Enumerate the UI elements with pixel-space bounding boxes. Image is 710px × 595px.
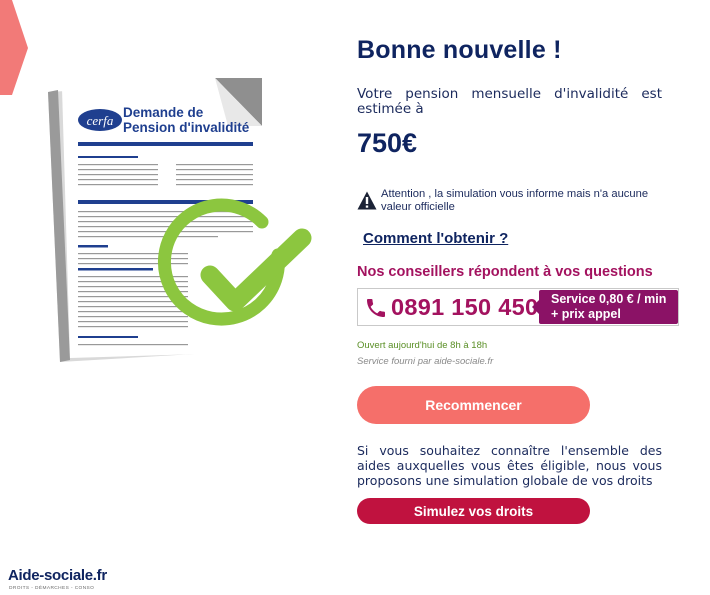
pension-amount: 750€ — [357, 128, 418, 158]
doc-title-line2: Pension d'invalidité — [123, 120, 250, 135]
result-panel — [357, 0, 667, 595]
result-intro: Votre pension mensuelle d'invalidité est estimée à — [357, 86, 662, 117]
warning-triangle-icon — [357, 191, 377, 210]
service-provider: Service fourni par aide-sociale.fr — [357, 356, 494, 367]
doc-title-line1: Demande de — [123, 105, 204, 120]
opening-hours: Ouvert aujourd'hui de 8h à 18h — [357, 340, 488, 351]
page-title: Bonne nouvelle ! — [357, 36, 562, 64]
warning-text: Attention , la simulation vous informe mais n'a aucune valeur officielle — [381, 188, 649, 213]
cerfa-logo-text: cerfa — [86, 113, 114, 128]
price-tag — [539, 290, 678, 324]
warning-notice — [357, 188, 662, 216]
phone-icon — [364, 296, 388, 320]
restart-button[interactable]: Recommencer — [357, 386, 590, 424]
logo-tagline: DROITS - DÉMARCHES - CONSO — [9, 586, 95, 591]
how-to-get-link[interactable]: Comment l'obtenir ? — [363, 230, 509, 247]
price-line-1: Service 0,80 € / min — [551, 292, 667, 306]
more-aid-text: Si vous souhaitez connaître l'ensemble des aides auxquelles vous êtes éligible, nous vous proposons une simulation globale de vos droits — [357, 443, 662, 488]
site-logo[interactable] — [8, 567, 138, 595]
corner-decoration — [0, 0, 30, 95]
simulate-rights-button[interactable]: Simulez vos droits — [357, 498, 590, 524]
advisors-heading: Nos conseillers répondent à vos questions — [357, 264, 653, 280]
phone-call-box[interactable] — [357, 288, 679, 326]
document-illustration — [40, 70, 320, 370]
price-line-2: + prix appel — [551, 307, 621, 321]
logo-name: Aide-sociale.fr — [8, 567, 107, 584]
phone-number: 0891 150 450 — [391, 294, 539, 320]
